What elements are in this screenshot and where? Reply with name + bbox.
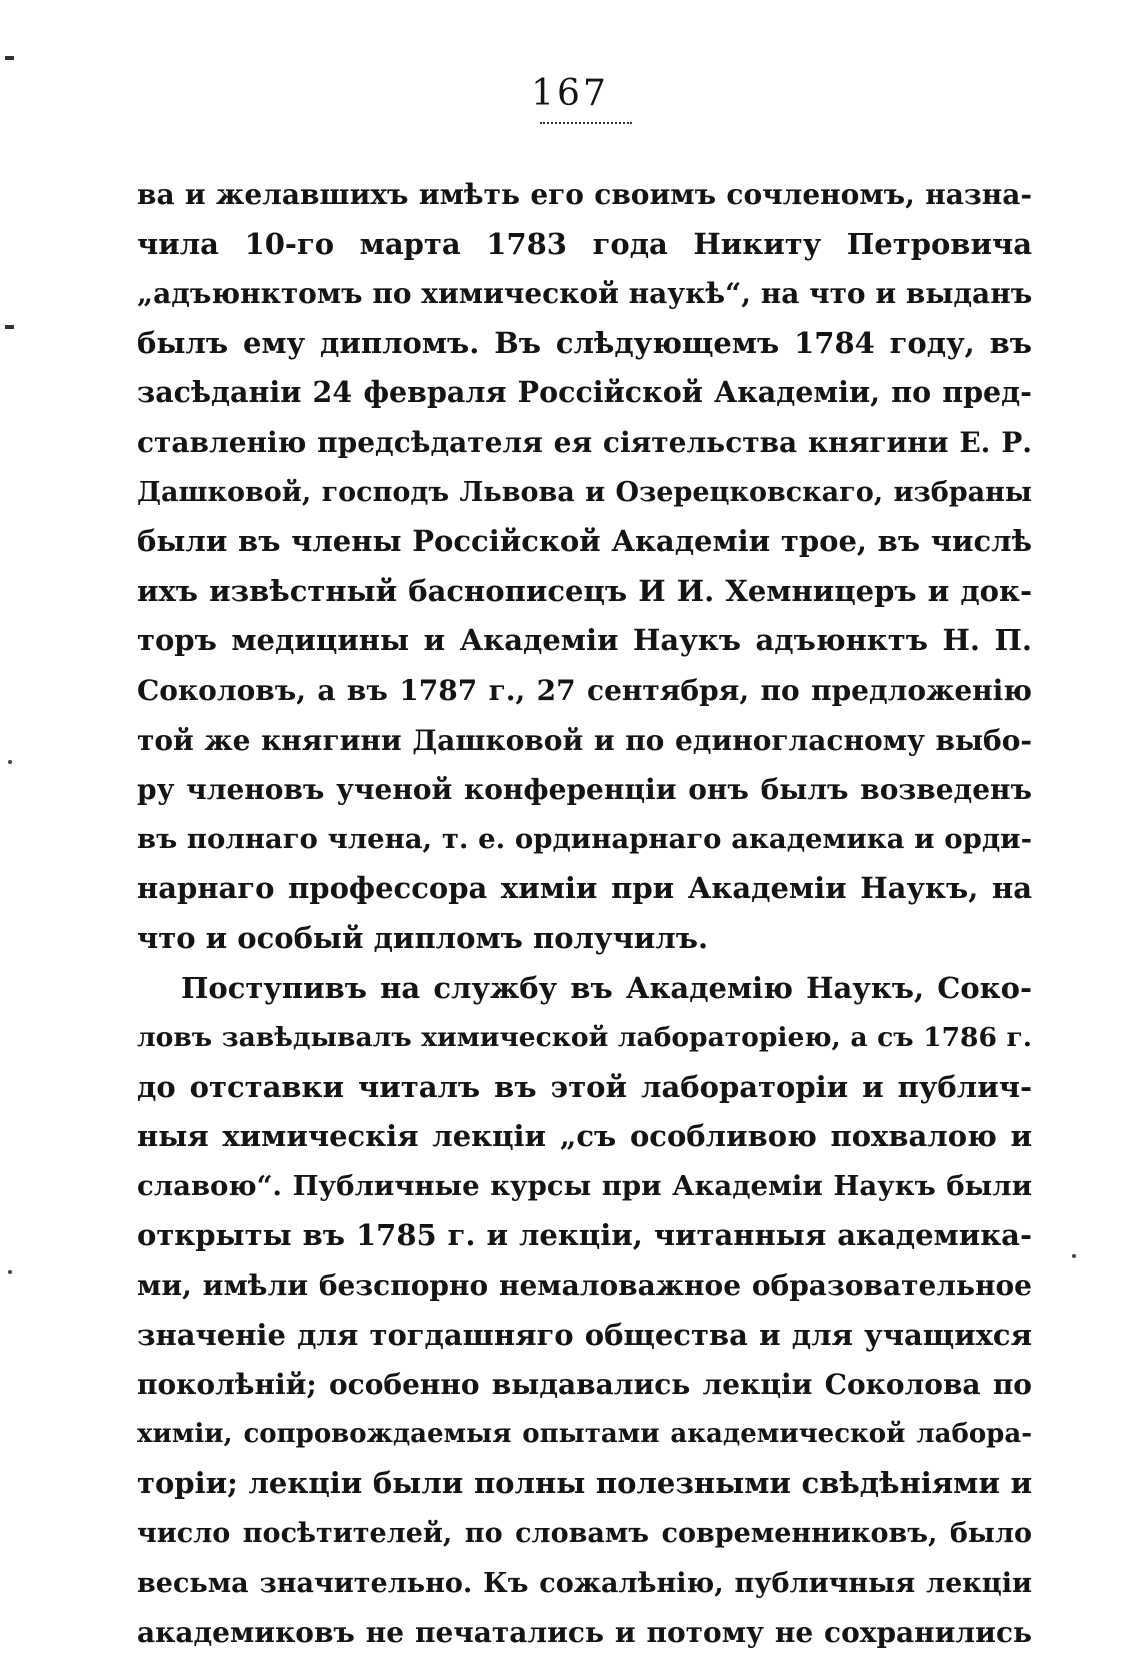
page-number: 167 [531, 73, 609, 114]
text-line: до отставки читалъ въ этой лабораторіи и публич- [137, 1069, 1032, 1104]
text-line: значеніе для тогдашняго общества и для учащихся [137, 1317, 1032, 1352]
text-line: славою“. Публичные курсы при Академіи Наукъ были [137, 1169, 1032, 1202]
text-line: „адъюнктомъ по химической наукѣ“, на что и выданъ [137, 277, 1033, 311]
text-line: засѣданіи 24 февраля Россійской Академіи, по пред- [137, 375, 1032, 410]
text-line: открыты въ 1785 г. и лекціи, читанныя академика- [137, 1218, 1032, 1253]
paragraph [137, 170, 1032, 964]
text-line: ставленію предсѣдателя ея сіятельства княгини Е. Р. [137, 425, 1032, 459]
text-line: академиковъ не печатались и потому не сохранились [137, 1616, 1032, 1650]
page-number-rule [540, 122, 632, 124]
text-line: былъ ему дипломъ. Въ слѣдующемъ 1784 году, въ [137, 325, 1032, 360]
text-line: поколѣній; особенно выдавались лекціи Соколова по [137, 1368, 1032, 1402]
body-text [137, 170, 1032, 1658]
text-line: были въ члены Россійской Академіи трое, въ числѣ [137, 524, 1032, 559]
text-line: Поступивъ на службу въ Академію Наукъ, Соко- [181, 970, 1032, 1005]
text-line: ныя химическія лекціи „съ особливою похвалою и [137, 1119, 1032, 1154]
margin-speck [1072, 1254, 1076, 1258]
text-line: ру членовъ ученой конференціи онъ былъ возведенъ [137, 773, 1032, 807]
text-line: торъ медицины и Академіи Наукъ адъюнктъ Н. П. [137, 623, 1032, 658]
text-line: въ полнаго члена, т. е. ординарнаго академика и орди- [137, 822, 1032, 855]
text-line: химіи, сопровождаемыя опытами академической лабора- [137, 1418, 1032, 1449]
margin-mark [5, 325, 14, 329]
text-line: той же княгини Дашковой и по единогласному выбо- [137, 723, 1032, 757]
text-line: ва и желавшихъ имѣть его своимъ сочленомъ, назна- [137, 178, 1032, 211]
text-line: что и особый дипломъ получилъ. [137, 920, 709, 955]
text-line: нарнаго профессора химіи при Академіи Наукъ, на [137, 871, 1032, 906]
text-line: чила 10-го марта 1783 года Никиту Петровича [137, 226, 1032, 261]
text-line: весьма значительно. Къ сожалѣнію, публичныя лекціи [137, 1567, 1032, 1599]
text-line: ловъ завѣдывалъ химической лабораторіею, а съ 1786 г. [137, 1022, 1032, 1054]
text-line: торіи; лекціи были полны полезными свѣдѣніями и [137, 1466, 1032, 1501]
text-line: Соколовъ, а въ 1787 г., 27 сентября, по предложенію [137, 673, 1032, 707]
text-line: ми, имѣли безспорно немаловажное образовательное [137, 1269, 1032, 1303]
margin-mark [5, 56, 14, 60]
text-line: ихъ извѣстный баснописецъ И И. Хемницеръ и док- [137, 573, 1032, 608]
text-line: Дашковой, господъ Львова и Озерецковскаго, избраны [137, 476, 1032, 508]
margin-speck [8, 1270, 12, 1274]
paragraph [137, 964, 1032, 1658]
margin-speck [8, 760, 12, 764]
text-line: число посѣтителей, по словамъ современниковъ, было [137, 1518, 1032, 1550]
